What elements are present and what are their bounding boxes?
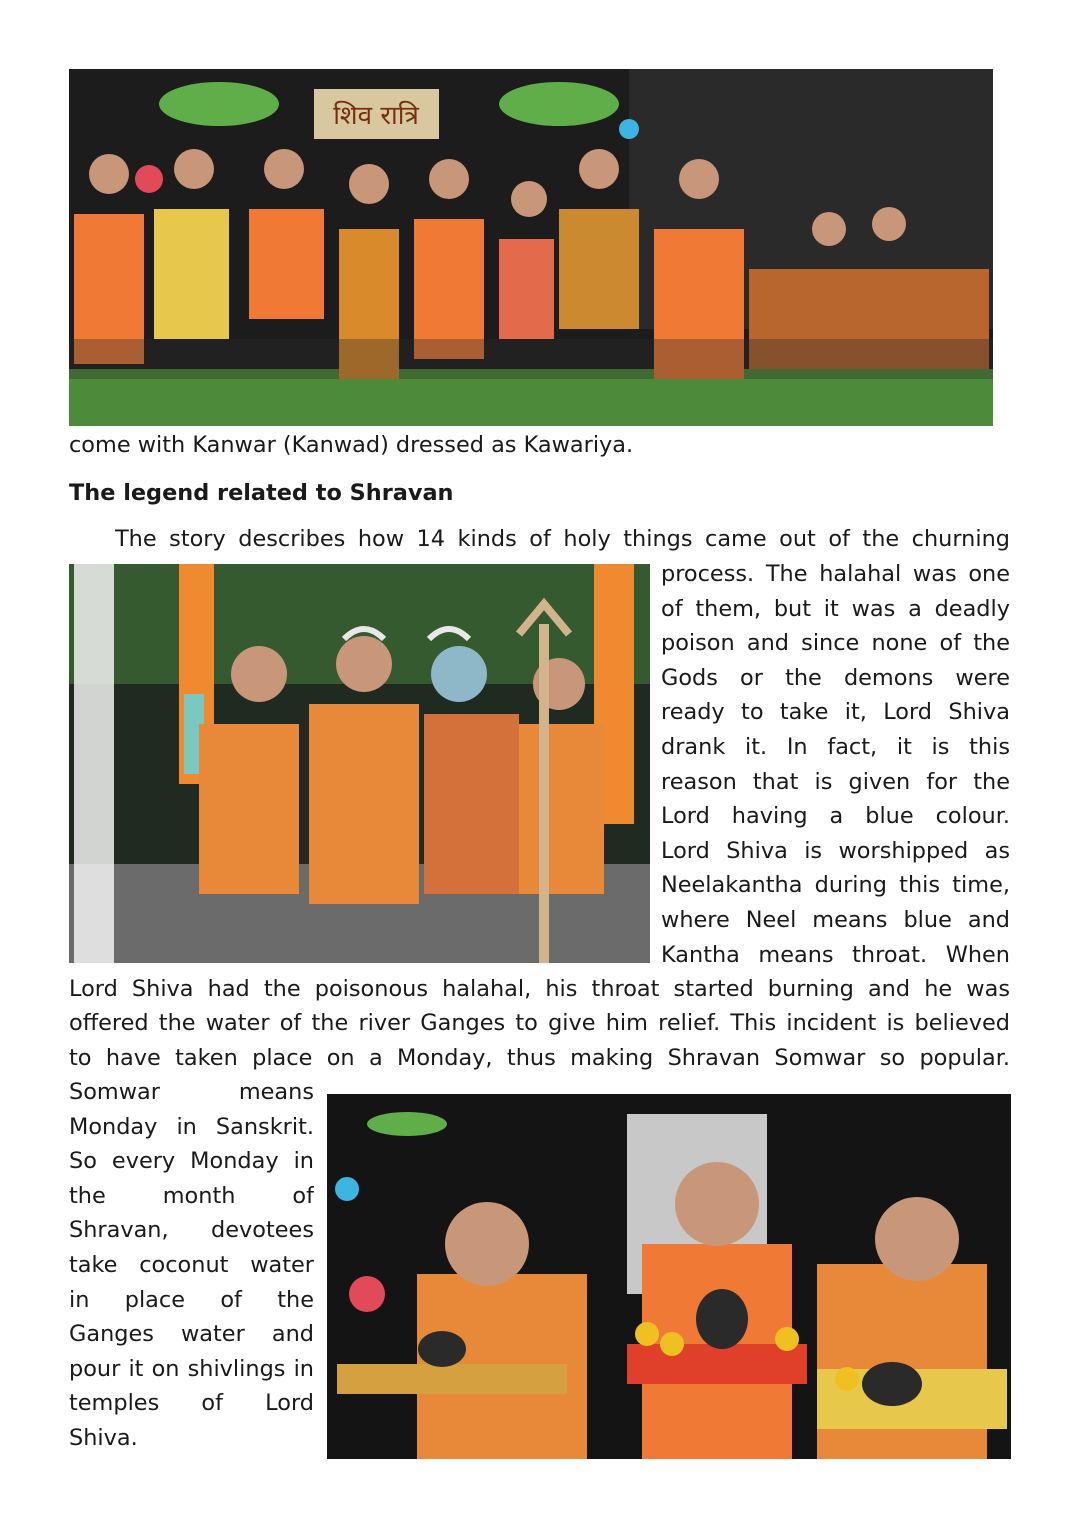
board-text: शिव रात्रि	[333, 101, 419, 131]
left-column-text	[69, 1075, 314, 1456]
text-line: Ganges water and	[69, 1321, 314, 1348]
text-line: where Neel means blue and	[661, 906, 1010, 933]
text-line: in place of the	[69, 1286, 314, 1313]
text-line: the month of	[69, 1182, 314, 1209]
shiva-children-illustration	[69, 564, 650, 963]
text-line: process. The halahal was one	[661, 561, 1010, 587]
shivling-children-illustration	[327, 1094, 1011, 1459]
text-line: reason that is given for the	[661, 768, 1010, 795]
text-line: Kantha means throat. When	[661, 941, 1010, 968]
text-line: of them, but it was a deadly	[661, 595, 1010, 622]
text-line: So every Monday in	[69, 1148, 314, 1175]
text-line: Neelakantha during this time,	[661, 872, 1010, 899]
text-line: pour it on shivlings in	[69, 1355, 314, 1382]
text-line: offered the water of the river Ganges to give him relief. This incident is believed	[69, 1010, 1010, 1036]
text-line: ready to take it, Lord Shiva	[661, 699, 1010, 726]
shiva-children-photo	[69, 564, 650, 963]
kanwar-group-illustration	[69, 69, 993, 426]
text-line: drank it. In fact, it is this	[661, 733, 1010, 760]
text-line: Lord Shiva had the poisonous halahal, his throat started burning and he was	[69, 976, 1010, 1002]
text-line: Shravan, devotees	[69, 1217, 314, 1244]
text-line: Shiva.	[69, 1424, 138, 1451]
text-line: Gods or the demons were	[661, 664, 1010, 691]
shivling-children-photo	[327, 1094, 1011, 1459]
text-line: to have taken place on a Monday, thus making Shravan Somwar so popular.	[69, 1045, 1010, 1071]
caption-line: come with Kanwar (Kanwad) dressed as Kawariya.	[69, 432, 634, 458]
kanwar-group-photo	[69, 69, 993, 426]
text-line: Monday in Sanskrit.	[69, 1113, 314, 1140]
text-line: Lord having a blue colour.	[661, 803, 1010, 830]
paragraph-first-line: The story describes how 14 kinds of holy things came out of the churning	[115, 526, 1010, 552]
section-heading: The legend related to Shravan	[69, 480, 454, 506]
text-line: take coconut water	[69, 1251, 314, 1278]
right-column-text	[661, 557, 1010, 972]
text-line: Lord Shiva is worshipped as	[661, 837, 1010, 864]
text-line: temples of Lord	[69, 1390, 314, 1417]
text-line: Somwar means	[69, 1079, 314, 1105]
text-line: poison and since none of the	[661, 630, 1010, 657]
